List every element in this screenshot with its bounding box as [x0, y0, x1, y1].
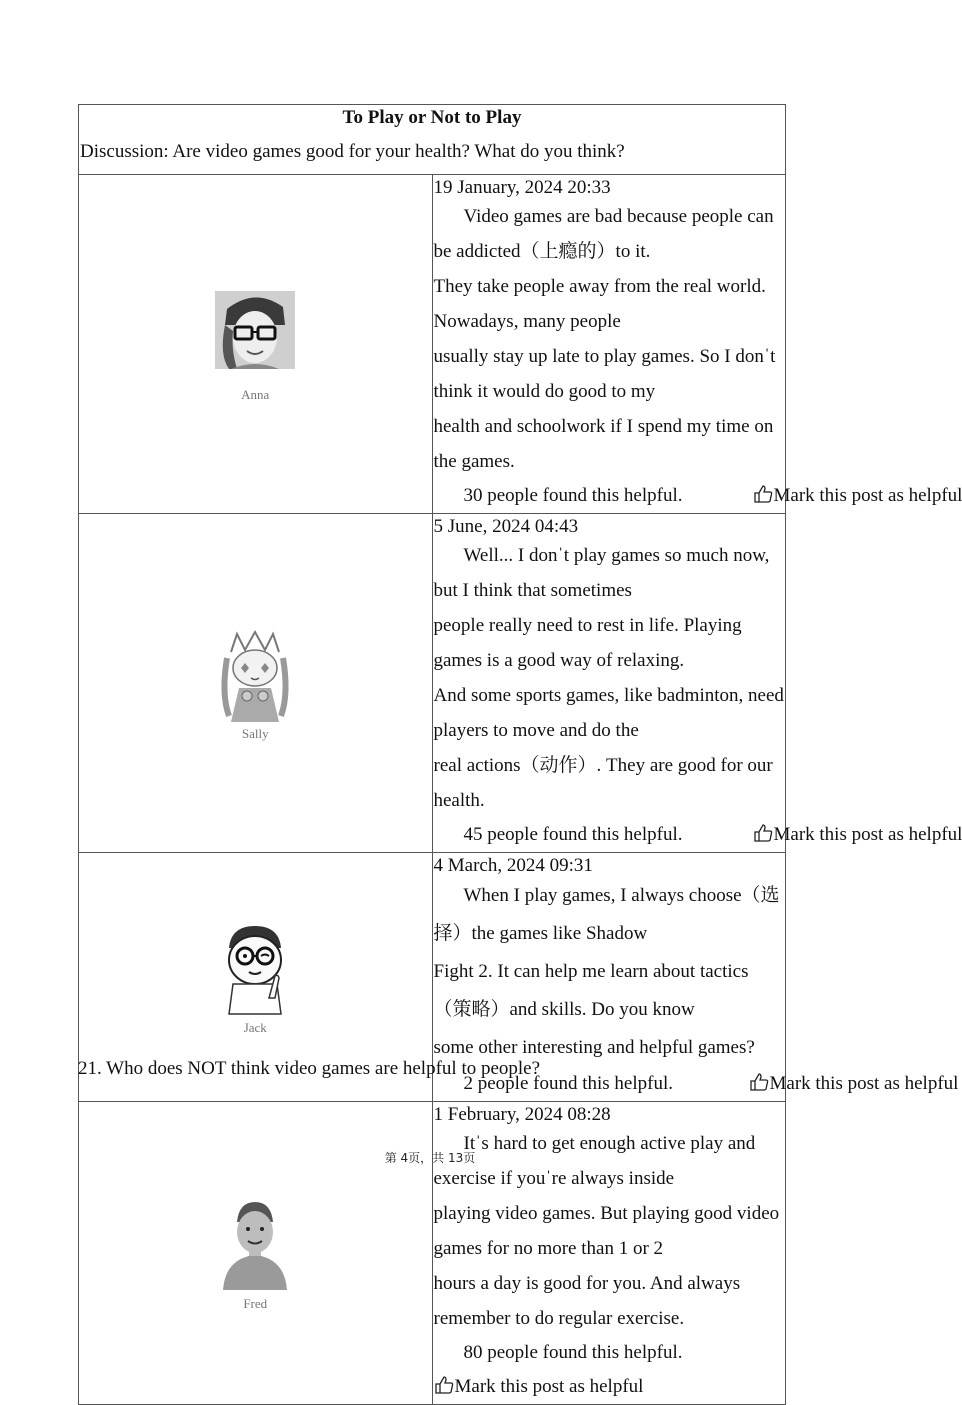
avatar	[211, 918, 299, 1018]
mark-helpful-label: Mark this post as helpful	[774, 485, 962, 506]
post-line	[434, 199, 786, 269]
post-line: hours a day is good for you. And always remember to do regular exercise.	[434, 1266, 786, 1336]
avatar	[211, 624, 299, 724]
mark-helpful-label: Mark this post as helpful	[455, 1376, 644, 1397]
post-content	[432, 175, 786, 514]
forum-title: To Play or Not to Play	[79, 105, 785, 128]
post-body	[433, 538, 786, 818]
avatar-cell	[79, 514, 433, 853]
mark-helpful-button[interactable]	[433, 1370, 786, 1404]
post-date: 19 January, 2024 20:33	[433, 177, 786, 199]
post-line: usually stay up late to play games. So I donˈt think it would do good to my	[434, 339, 786, 409]
post-footer	[433, 1336, 786, 1370]
post-date: 5 June, 2024 04:43	[433, 516, 786, 538]
post-date: 4 March, 2024 09:31	[433, 855, 786, 877]
thumbs-up-icon	[753, 484, 773, 504]
question-21: 21. Who does NOT think video games are helpful to people?	[78, 1057, 540, 1081]
helpful-count: 30 people found this helpful.	[464, 479, 683, 513]
post-row	[79, 514, 786, 853]
forum-table	[78, 104, 786, 1405]
post-footer	[433, 479, 786, 513]
author-name: Jack	[79, 1020, 432, 1036]
helpful-count: 45 people found this helpful.	[464, 818, 683, 852]
thumbs-up-icon	[753, 823, 773, 843]
page-number: 第 4页，共 13页	[0, 1149, 860, 1166]
helpful-count: 2 people found this helpful.	[464, 1067, 674, 1101]
mark-helpful-button[interactable]	[753, 818, 962, 852]
post-line	[434, 877, 786, 953]
thumbs-up-icon	[749, 1072, 769, 1092]
post-body	[433, 199, 786, 479]
mark-helpful-label: Mark this post as helpful	[770, 1073, 959, 1094]
post-row	[79, 175, 786, 514]
forum-header	[79, 105, 786, 175]
author-name: Fred	[79, 1296, 432, 1312]
post-line: some other interesting and helpful games?	[434, 1029, 786, 1067]
post-content	[432, 514, 786, 853]
post-line-text: Itˈs hard to get enough active play and exercise if youˈre always inside	[434, 1133, 756, 1189]
avatar-cell	[79, 1102, 433, 1405]
avatar	[211, 285, 299, 385]
post-line: playing video games. But playing good video games for no more than 1 or 2	[434, 1196, 786, 1266]
post-line: And some sports games, like badminton, need players to move and do the	[434, 678, 786, 748]
mark-helpful-label: Mark this post as helpful	[774, 824, 962, 845]
post-line: They take people away from the real world. Nowadays, many people	[434, 269, 786, 339]
discussion-prompt: Discussion: Are video games good for your health? What do you think?	[79, 128, 785, 162]
post-line-text: Well... I donˈt play games so much now, but I think that sometimes	[434, 545, 770, 601]
avatar	[211, 1194, 299, 1294]
post-date: 1 February, 2024 08:28	[433, 1104, 786, 1126]
post-body	[433, 877, 786, 1067]
post-line: health and schoolwork if I spend my time on the games.	[434, 409, 786, 479]
post-footer	[433, 818, 786, 852]
mark-helpful-button[interactable]	[753, 479, 962, 513]
helpful-count: 80 people found this helpful.	[464, 1336, 683, 1370]
post-row	[79, 1102, 786, 1405]
post-line	[434, 538, 786, 608]
author-name: Sally	[79, 726, 432, 742]
post-line: Fight 2. It can help me learn about tactics（策略）and skills. Do you know	[434, 953, 786, 1029]
mark-helpful-button[interactable]	[749, 1067, 959, 1101]
post-line-text: When I play games, I always choose（选择）the games like Shadow	[434, 885, 780, 944]
author-name: Anna	[79, 387, 432, 403]
post-line: people really need to rest in life. Playing games is a good way of relaxing.	[434, 608, 786, 678]
post-line: real actions（动作）. They are good for our health.	[434, 748, 786, 818]
avatar-cell	[79, 175, 433, 514]
post-line-text: Video games are bad because people can be addicted（上瘾的）to it.	[434, 206, 774, 262]
thumbs-up-icon	[434, 1375, 454, 1395]
forum-header-row	[79, 105, 786, 175]
post-content	[432, 1102, 786, 1405]
